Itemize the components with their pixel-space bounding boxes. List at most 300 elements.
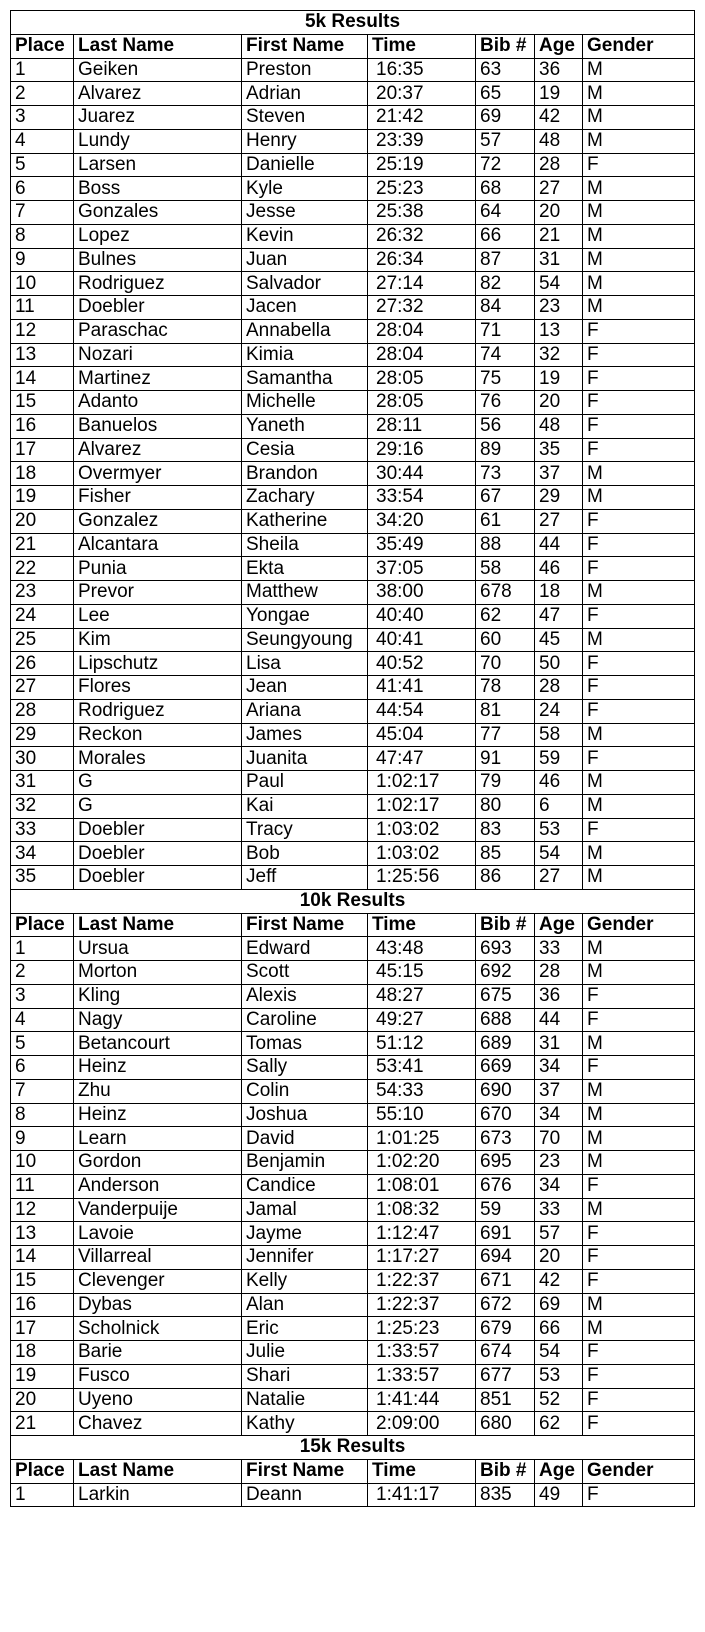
cell-bib: 80 <box>476 794 535 818</box>
column-header-age: Age <box>535 1459 583 1483</box>
cell-place: 4 <box>11 129 74 153</box>
cell-first-name: Adrian <box>242 82 368 106</box>
table-row <box>11 1174 695 1198</box>
cell-age: 37 <box>535 1079 583 1103</box>
cell-bib: 75 <box>476 367 535 391</box>
cell-bib: 694 <box>476 1246 535 1270</box>
cell-bib: 693 <box>476 937 535 961</box>
cell-gender: F <box>583 153 695 177</box>
cell-gender: F <box>583 414 695 438</box>
column-header-bib: Bib # <box>476 1459 535 1483</box>
results-body <box>11 11 695 1507</box>
cell-bib: 62 <box>476 604 535 628</box>
cell-gender: M <box>583 129 695 153</box>
cell-last-name: Barie <box>74 1341 242 1365</box>
cell-last-name: Doebler <box>74 818 242 842</box>
cell-last-name: Martinez <box>74 367 242 391</box>
column-header-bib: Bib # <box>476 34 535 58</box>
cell-bib: 689 <box>476 1032 535 1056</box>
table-row <box>11 1032 695 1056</box>
cell-time: 28:05 <box>368 391 476 415</box>
cell-bib: 679 <box>476 1317 535 1341</box>
cell-bib: 84 <box>476 296 535 320</box>
cell-gender: F <box>583 1246 695 1270</box>
cell-age: 54 <box>535 842 583 866</box>
cell-gender: M <box>583 106 695 130</box>
cell-age: 36 <box>535 58 583 82</box>
cell-gender: F <box>583 699 695 723</box>
table-row <box>11 319 695 343</box>
cell-first-name: Lisa <box>242 652 368 676</box>
cell-time: 47:47 <box>368 747 476 771</box>
cell-last-name: Alvarez <box>74 438 242 462</box>
table-row <box>11 723 695 747</box>
cell-first-name: Natalie <box>242 1388 368 1412</box>
cell-last-name: Lipschutz <box>74 652 242 676</box>
cell-gender: M <box>583 177 695 201</box>
cell-age: 42 <box>535 106 583 130</box>
table-row <box>11 818 695 842</box>
cell-first-name: Alan <box>242 1293 368 1317</box>
cell-bib: 91 <box>476 747 535 771</box>
race-results-table <box>10 10 695 1507</box>
cell-gender: F <box>583 1364 695 1388</box>
cell-time: 1:03:02 <box>368 818 476 842</box>
cell-bib: 88 <box>476 533 535 557</box>
cell-last-name: Adanto <box>74 391 242 415</box>
cell-last-name: Overmyer <box>74 462 242 486</box>
table-row <box>11 58 695 82</box>
cell-bib: 678 <box>476 581 535 605</box>
table-row <box>11 224 695 248</box>
column-header-time: Time <box>368 913 476 937</box>
column-header-time: Time <box>368 1459 476 1483</box>
cell-time: 30:44 <box>368 462 476 486</box>
cell-time: 1:08:32 <box>368 1198 476 1222</box>
cell-gender: M <box>583 1127 695 1151</box>
cell-last-name: Doebler <box>74 866 242 890</box>
cell-last-name: Gonzales <box>74 201 242 225</box>
table-row <box>11 866 695 890</box>
cell-place: 4 <box>11 1008 74 1032</box>
cell-gender: M <box>583 272 695 296</box>
cell-place: 1 <box>11 1483 74 1507</box>
cell-gender: F <box>583 391 695 415</box>
cell-time: 53:41 <box>368 1056 476 1080</box>
cell-time: 1:25:23 <box>368 1317 476 1341</box>
cell-time: 43:48 <box>368 937 476 961</box>
column-header-time: Time <box>368 34 476 58</box>
cell-time: 1:22:37 <box>368 1293 476 1317</box>
cell-place: 25 <box>11 628 74 652</box>
cell-time: 40:40 <box>368 604 476 628</box>
cell-last-name: Nozari <box>74 343 242 367</box>
cell-gender: F <box>583 676 695 700</box>
cell-place: 22 <box>11 557 74 581</box>
cell-place: 31 <box>11 771 74 795</box>
cell-first-name: Jamal <box>242 1198 368 1222</box>
cell-time: 33:54 <box>368 486 476 510</box>
table-row <box>11 486 695 510</box>
cell-age: 33 <box>535 937 583 961</box>
cell-time: 21:42 <box>368 106 476 130</box>
cell-place: 5 <box>11 153 74 177</box>
cell-time: 35:49 <box>368 533 476 557</box>
cell-age: 35 <box>535 438 583 462</box>
cell-age: 31 <box>535 248 583 272</box>
cell-time: 1:33:57 <box>368 1341 476 1365</box>
cell-time: 1:41:44 <box>368 1388 476 1412</box>
table-row <box>11 462 695 486</box>
cell-last-name: Fusco <box>74 1364 242 1388</box>
cell-bib: 74 <box>476 343 535 367</box>
cell-last-name: Paraschac <box>74 319 242 343</box>
cell-last-name: Doebler <box>74 296 242 320</box>
cell-place: 13 <box>11 1222 74 1246</box>
cell-first-name: Matthew <box>242 581 368 605</box>
cell-age: 23 <box>535 296 583 320</box>
cell-age: 69 <box>535 1293 583 1317</box>
cell-last-name: Larsen <box>74 153 242 177</box>
cell-time: 25:19 <box>368 153 476 177</box>
cell-gender: M <box>583 581 695 605</box>
cell-bib: 70 <box>476 652 535 676</box>
cell-gender: M <box>583 486 695 510</box>
cell-place: 10 <box>11 272 74 296</box>
section-title-row <box>11 11 695 35</box>
cell-gender: F <box>583 1269 695 1293</box>
cell-place: 32 <box>11 794 74 818</box>
cell-place: 5 <box>11 1032 74 1056</box>
cell-gender: F <box>583 984 695 1008</box>
table-row <box>11 1151 695 1175</box>
cell-bib: 835 <box>476 1483 535 1507</box>
cell-place: 9 <box>11 248 74 272</box>
table-row <box>11 747 695 771</box>
cell-time: 23:39 <box>368 129 476 153</box>
cell-age: 48 <box>535 129 583 153</box>
cell-first-name: Tomas <box>242 1032 368 1056</box>
cell-first-name: Preston <box>242 58 368 82</box>
table-row <box>11 1056 695 1080</box>
table-row <box>11 628 695 652</box>
cell-last-name: Juarez <box>74 106 242 130</box>
cell-bib: 64 <box>476 201 535 225</box>
cell-first-name: Eric <box>242 1317 368 1341</box>
cell-bib: 851 <box>476 1388 535 1412</box>
cell-age: 34 <box>535 1056 583 1080</box>
cell-age: 53 <box>535 818 583 842</box>
cell-age: 23 <box>535 1151 583 1175</box>
cell-bib: 692 <box>476 961 535 985</box>
table-row <box>11 699 695 723</box>
cell-gender: M <box>583 462 695 486</box>
table-row <box>11 82 695 106</box>
cell-last-name: Lee <box>74 604 242 628</box>
cell-place: 2 <box>11 82 74 106</box>
cell-last-name: Villarreal <box>74 1246 242 1270</box>
cell-time: 28:11 <box>368 414 476 438</box>
cell-age: 44 <box>535 533 583 557</box>
cell-age: 48 <box>535 414 583 438</box>
cell-first-name: Scott <box>242 961 368 985</box>
cell-place: 17 <box>11 1317 74 1341</box>
cell-bib: 78 <box>476 676 535 700</box>
column-header-gender: Gender <box>583 1459 695 1483</box>
cell-last-name: Lavoie <box>74 1222 242 1246</box>
cell-place: 14 <box>11 1246 74 1270</box>
cell-time: 1:02:17 <box>368 771 476 795</box>
cell-first-name: Sally <box>242 1056 368 1080</box>
table-row <box>11 106 695 130</box>
cell-time: 1:17:27 <box>368 1246 476 1270</box>
cell-gender: M <box>583 961 695 985</box>
cell-first-name: Brandon <box>242 462 368 486</box>
cell-bib: 674 <box>476 1341 535 1365</box>
cell-age: 54 <box>535 1341 583 1365</box>
cell-age: 6 <box>535 794 583 818</box>
cell-time: 1:33:57 <box>368 1364 476 1388</box>
column-header-bib: Bib # <box>476 913 535 937</box>
cell-time: 1:22:37 <box>368 1269 476 1293</box>
column-header-row <box>11 1459 695 1483</box>
cell-time: 55:10 <box>368 1103 476 1127</box>
cell-bib: 65 <box>476 82 535 106</box>
cell-age: 34 <box>535 1174 583 1198</box>
cell-age: 52 <box>535 1388 583 1412</box>
cell-bib: 72 <box>476 153 535 177</box>
table-row <box>11 296 695 320</box>
cell-age: 28 <box>535 153 583 177</box>
cell-age: 62 <box>535 1412 583 1436</box>
cell-first-name: Julie <box>242 1341 368 1365</box>
cell-bib: 66 <box>476 224 535 248</box>
cell-age: 19 <box>535 82 583 106</box>
cell-place: 26 <box>11 652 74 676</box>
cell-first-name: Jean <box>242 676 368 700</box>
cell-place: 9 <box>11 1127 74 1151</box>
cell-age: 66 <box>535 1317 583 1341</box>
cell-place: 21 <box>11 533 74 557</box>
cell-age: 59 <box>535 747 583 771</box>
column-header-place: Place <box>11 1459 74 1483</box>
table-row <box>11 1008 695 1032</box>
cell-gender: F <box>583 557 695 581</box>
cell-gender: F <box>583 438 695 462</box>
cell-last-name: Punia <box>74 557 242 581</box>
cell-last-name: Flores <box>74 676 242 700</box>
cell-gender: F <box>583 747 695 771</box>
cell-place: 2 <box>11 961 74 985</box>
cell-last-name: Uyeno <box>74 1388 242 1412</box>
cell-age: 46 <box>535 557 583 581</box>
cell-place: 18 <box>11 1341 74 1365</box>
cell-time: 38:00 <box>368 581 476 605</box>
cell-bib: 71 <box>476 319 535 343</box>
cell-last-name: Nagy <box>74 1008 242 1032</box>
cell-first-name: Yaneth <box>242 414 368 438</box>
table-row <box>11 533 695 557</box>
cell-gender: M <box>583 201 695 225</box>
cell-bib: 688 <box>476 1008 535 1032</box>
cell-gender: F <box>583 1174 695 1198</box>
cell-last-name: Prevor <box>74 581 242 605</box>
table-row <box>11 343 695 367</box>
cell-bib: 60 <box>476 628 535 652</box>
cell-time: 26:32 <box>368 224 476 248</box>
table-row <box>11 1222 695 1246</box>
cell-last-name: Morales <box>74 747 242 771</box>
table-row <box>11 129 695 153</box>
cell-gender: F <box>583 1341 695 1365</box>
cell-place: 6 <box>11 177 74 201</box>
cell-first-name: Paul <box>242 771 368 795</box>
cell-last-name: Alcantara <box>74 533 242 557</box>
cell-first-name: Seungyoung <box>242 628 368 652</box>
cell-gender: M <box>583 248 695 272</box>
cell-gender: F <box>583 533 695 557</box>
cell-place: 7 <box>11 1079 74 1103</box>
cell-gender: M <box>583 296 695 320</box>
cell-age: 24 <box>535 699 583 723</box>
cell-gender: F <box>583 343 695 367</box>
column-header-row <box>11 34 695 58</box>
table-row <box>11 153 695 177</box>
cell-time: 1:02:20 <box>368 1151 476 1175</box>
cell-place: 15 <box>11 391 74 415</box>
column-header-first-name: First Name <box>242 913 368 937</box>
cell-time: 48:27 <box>368 984 476 1008</box>
cell-age: 45 <box>535 628 583 652</box>
table-row <box>11 1483 695 1507</box>
cell-bib: 68 <box>476 177 535 201</box>
table-row <box>11 1269 695 1293</box>
cell-place: 7 <box>11 201 74 225</box>
cell-first-name: Katherine <box>242 509 368 533</box>
cell-first-name: Bob <box>242 842 368 866</box>
cell-last-name: Morton <box>74 961 242 985</box>
section-title-row <box>11 1436 695 1460</box>
cell-first-name: Sheila <box>242 533 368 557</box>
cell-place: 24 <box>11 604 74 628</box>
cell-age: 27 <box>535 177 583 201</box>
table-row <box>11 676 695 700</box>
cell-place: 13 <box>11 343 74 367</box>
column-header-last-name: Last Name <box>74 913 242 937</box>
column-header-place: Place <box>11 913 74 937</box>
cell-age: 18 <box>535 581 583 605</box>
cell-bib: 672 <box>476 1293 535 1317</box>
cell-bib: 57 <box>476 129 535 153</box>
cell-age: 70 <box>535 1127 583 1151</box>
table-row <box>11 367 695 391</box>
table-row <box>11 177 695 201</box>
table-row <box>11 1246 695 1270</box>
cell-place: 1 <box>11 58 74 82</box>
section-title: 10k Results <box>11 889 695 913</box>
cell-last-name: Lundy <box>74 129 242 153</box>
cell-last-name: Lopez <box>74 224 242 248</box>
table-row <box>11 557 695 581</box>
cell-first-name: Joshua <box>242 1103 368 1127</box>
cell-place: 10 <box>11 1151 74 1175</box>
table-row <box>11 272 695 296</box>
cell-time: 26:34 <box>368 248 476 272</box>
table-row <box>11 842 695 866</box>
cell-gender: F <box>583 509 695 533</box>
table-row <box>11 1317 695 1341</box>
cell-time: 2:09:00 <box>368 1412 476 1436</box>
cell-time: 40:41 <box>368 628 476 652</box>
cell-bib: 58 <box>476 557 535 581</box>
cell-age: 28 <box>535 961 583 985</box>
cell-first-name: Yongae <box>242 604 368 628</box>
cell-first-name: Juanita <box>242 747 368 771</box>
cell-age: 32 <box>535 343 583 367</box>
cell-first-name: Benjamin <box>242 1151 368 1175</box>
cell-last-name: Gordon <box>74 1151 242 1175</box>
cell-bib: 87 <box>476 248 535 272</box>
cell-gender: F <box>583 1008 695 1032</box>
table-row <box>11 1293 695 1317</box>
cell-age: 57 <box>535 1222 583 1246</box>
cell-bib: 677 <box>476 1364 535 1388</box>
cell-last-name: Dybas <box>74 1293 242 1317</box>
cell-bib: 89 <box>476 438 535 462</box>
cell-age: 21 <box>535 224 583 248</box>
cell-place: 16 <box>11 414 74 438</box>
cell-first-name: Jesse <box>242 201 368 225</box>
cell-gender: M <box>583 224 695 248</box>
cell-place: 8 <box>11 1103 74 1127</box>
cell-gender: M <box>583 58 695 82</box>
table-row <box>11 771 695 795</box>
column-header-age: Age <box>535 34 583 58</box>
cell-place: 11 <box>11 1174 74 1198</box>
cell-time: 41:41 <box>368 676 476 700</box>
table-row <box>11 1127 695 1151</box>
cell-place: 12 <box>11 319 74 343</box>
cell-age: 42 <box>535 1269 583 1293</box>
cell-place: 8 <box>11 224 74 248</box>
cell-gender: M <box>583 1103 695 1127</box>
table-row <box>11 652 695 676</box>
cell-bib: 67 <box>476 486 535 510</box>
cell-last-name: G <box>74 771 242 795</box>
cell-bib: 82 <box>476 272 535 296</box>
table-row <box>11 1364 695 1388</box>
cell-age: 47 <box>535 604 583 628</box>
cell-place: 34 <box>11 842 74 866</box>
cell-time: 54:33 <box>368 1079 476 1103</box>
cell-first-name: Jacen <box>242 296 368 320</box>
table-row <box>11 984 695 1008</box>
cell-place: 19 <box>11 486 74 510</box>
cell-bib: 83 <box>476 818 535 842</box>
cell-first-name: Ariana <box>242 699 368 723</box>
cell-time: 1:41:17 <box>368 1483 476 1507</box>
cell-last-name: Vanderpuije <box>74 1198 242 1222</box>
column-header-first-name: First Name <box>242 1459 368 1483</box>
cell-first-name: Salvador <box>242 272 368 296</box>
cell-first-name: Juan <box>242 248 368 272</box>
cell-last-name: Doebler <box>74 842 242 866</box>
column-header-gender: Gender <box>583 34 695 58</box>
cell-gender: F <box>583 367 695 391</box>
cell-gender: F <box>583 1222 695 1246</box>
cell-last-name: Heinz <box>74 1103 242 1127</box>
cell-last-name: Reckon <box>74 723 242 747</box>
